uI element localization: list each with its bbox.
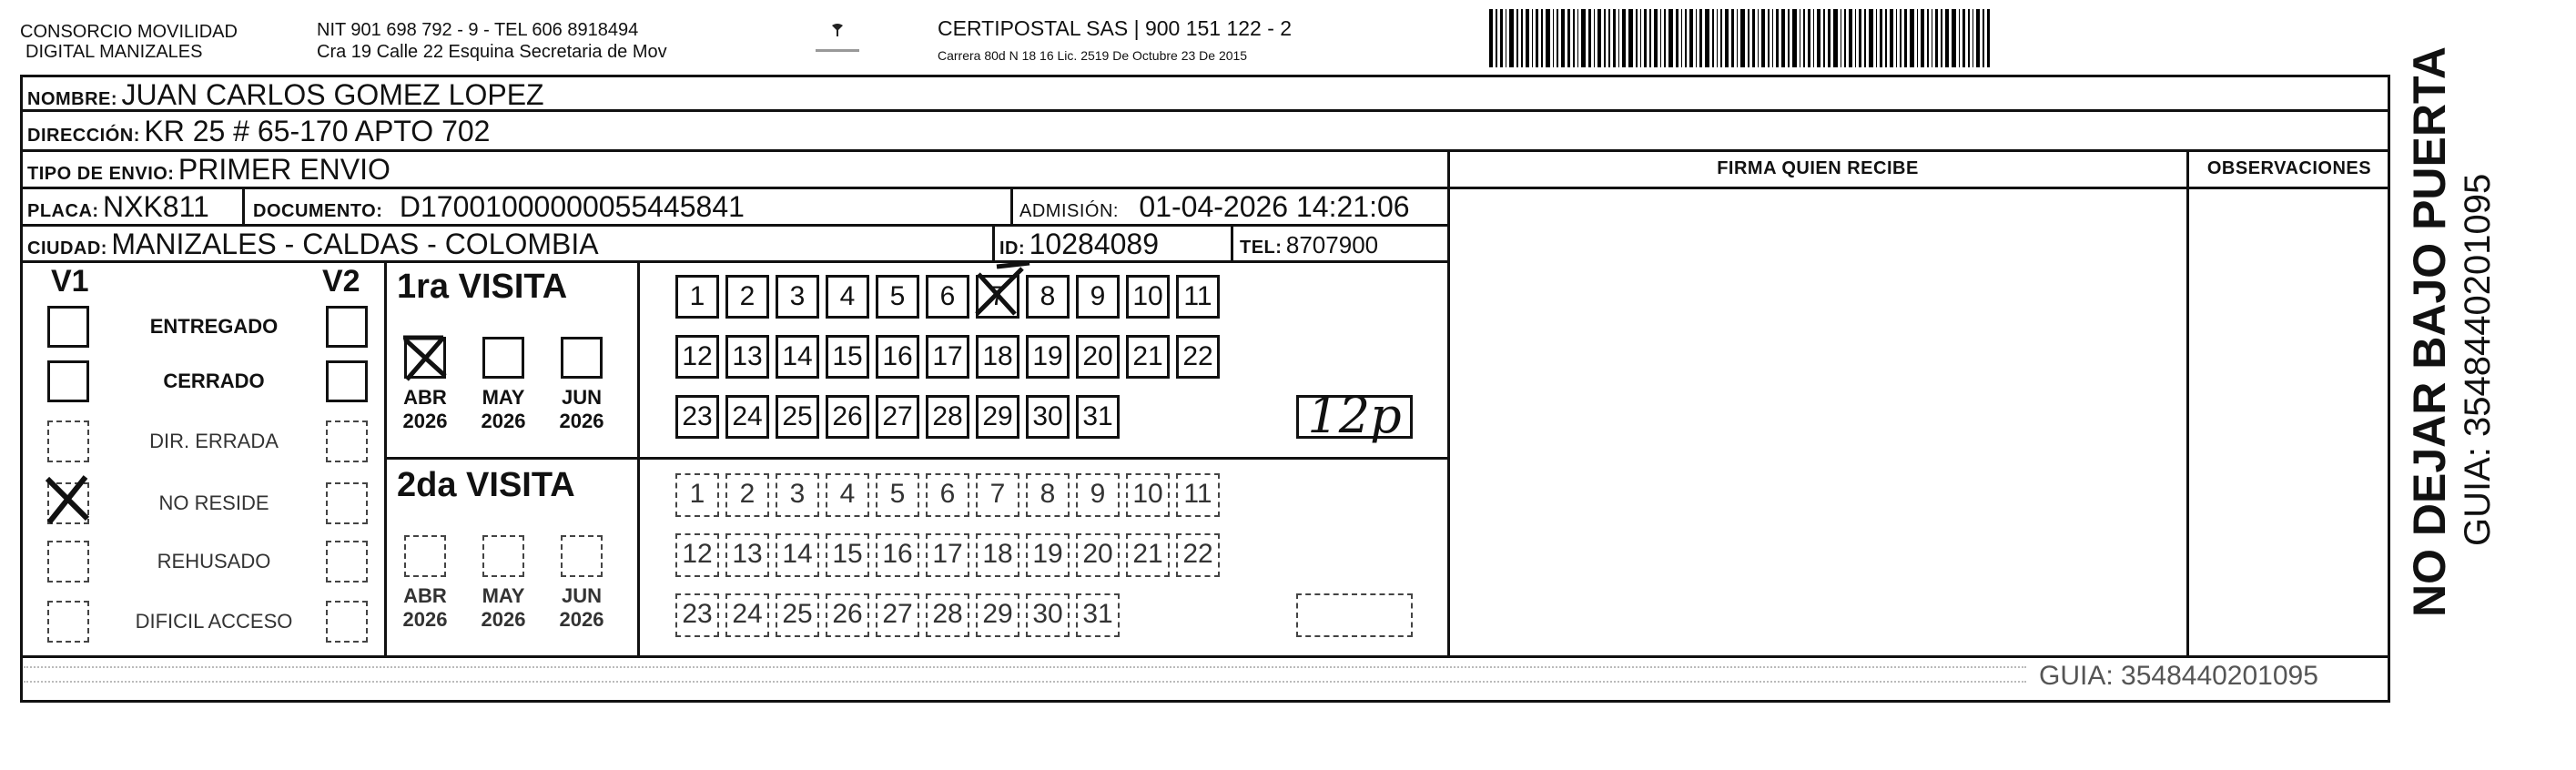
direccion-value: KR 25 # 65-170 APTO 702 — [144, 115, 491, 147]
v2-checkbox[interactable] — [326, 601, 368, 643]
day-box[interactable]: 10 — [1126, 473, 1170, 517]
day-box[interactable]: 3 — [776, 473, 819, 517]
v2-checkbox[interactable] — [326, 420, 368, 462]
status-label: ENTREGADO — [149, 315, 279, 338]
nombre-label: NOMBRE: — [27, 89, 118, 109]
ciudad-field — [27, 228, 599, 261]
v2-checkbox[interactable] — [326, 482, 368, 524]
day-box[interactable]: 1 — [675, 473, 719, 517]
day-box[interactable]: 27 — [876, 395, 919, 439]
day-box[interactable]: 29 — [976, 395, 1019, 439]
day-box[interactable]: 22 — [1176, 335, 1220, 379]
status-label: NO RESIDE — [158, 491, 269, 514]
day-box[interactable]: 18 — [976, 533, 1019, 577]
ciudad-label: CIUDAD: — [27, 238, 107, 258]
day-box[interactable]: 9 — [1076, 473, 1120, 517]
v2-checkbox[interactable] — [326, 541, 368, 583]
v1-checkbox[interactable] — [47, 306, 89, 348]
rule — [20, 655, 2390, 658]
rule — [20, 149, 2390, 152]
day-box[interactable]: 25 — [776, 593, 819, 637]
day-box[interactable]: 2 — [725, 275, 769, 319]
day-box[interactable]: 5 — [876, 275, 919, 319]
barcode — [1489, 9, 2205, 67]
day-box[interactable]: 22 — [1176, 533, 1220, 577]
day-box[interactable]: 7 — [976, 275, 1019, 319]
placa-value: NXK811 — [103, 190, 209, 223]
tipo-envio-label: TIPO DE ENVIO: — [27, 164, 175, 184]
rule — [20, 187, 1449, 189]
day-box[interactable]: 24 — [725, 395, 769, 439]
day-box[interactable]: 17 — [926, 533, 969, 577]
tel-label: TEL: — [1240, 238, 1283, 258]
footer-guia: GUIA: 3548440201095 — [2039, 661, 2318, 691]
day-box[interactable]: 4 — [826, 275, 869, 319]
handwritten-time-box — [1296, 593, 1413, 637]
month-label: MAY 2026 — [481, 584, 526, 631]
month-checkbox[interactable] — [561, 535, 603, 577]
visit-title: 2da VISITA — [397, 466, 575, 504]
handwritten-time-box: 12p — [1296, 395, 1413, 439]
company-name-line2: DIGITAL MANIZALES — [25, 42, 203, 62]
day-box[interactable]: 16 — [876, 533, 919, 577]
day-box[interactable]: 28 — [926, 395, 969, 439]
day-box[interactable]: 14 — [776, 533, 819, 577]
side-warning: NO DEJAR BAJO PUERTA — [2404, 46, 2455, 617]
rule — [242, 187, 245, 224]
v1-checkbox[interactable] — [47, 420, 89, 462]
rule — [20, 224, 1449, 227]
day-box[interactable]: 31 — [1076, 593, 1120, 637]
v1-checkbox[interactable] — [47, 601, 89, 643]
nombre-value: JUAN CARLOS GOMEZ LOPEZ — [121, 78, 544, 111]
day-box[interactable]: 16 — [876, 335, 919, 379]
id-field — [999, 228, 1159, 261]
placa-label: PLACA: — [27, 201, 99, 221]
month-checkbox[interactable] — [482, 535, 524, 577]
day-box[interactable]: 9 — [1076, 275, 1120, 319]
day-box[interactable]: 31 — [1076, 395, 1120, 439]
v2-checkbox[interactable] — [326, 360, 368, 402]
day-box[interactable]: 19 — [1026, 335, 1070, 379]
day-box[interactable]: 23 — [675, 593, 719, 637]
day-box[interactable]: 24 — [725, 593, 769, 637]
day-box[interactable]: 20 — [1076, 533, 1120, 577]
day-box[interactable]: 14 — [776, 335, 819, 379]
month-label: MAY 2026 — [481, 386, 526, 432]
company-nit: NIT 901 698 792 - 9 - TEL 606 8918494 — [317, 20, 639, 40]
rule — [2186, 149, 2189, 655]
admision-field — [1019, 190, 1410, 224]
tipo-envio-value: PRIMER ENVIO — [177, 153, 390, 186]
ciudad-value: MANIZALES - CALDAS - COLOMBIA — [111, 228, 599, 260]
month-label: ABR 2026 — [402, 386, 448, 432]
day-box[interactable]: 5 — [876, 473, 919, 517]
rule — [992, 224, 995, 260]
rule — [1447, 149, 1450, 655]
day-box[interactable]: 30 — [1026, 395, 1070, 439]
day-box[interactable]: 3 — [776, 275, 819, 319]
documento-field — [253, 190, 745, 224]
day-box[interactable]: 2 — [725, 473, 769, 517]
month-checkbox[interactable] — [482, 337, 524, 379]
courier-license: Carrera 80d N 18 16 Lic. 2519 De Octubre 23 De 2015 — [938, 48, 1248, 63]
day-box[interactable]: 12 — [675, 335, 719, 379]
day-box[interactable]: 11 — [1176, 275, 1220, 319]
v2-header: V2 — [322, 264, 360, 299]
day-box[interactable]: 19 — [1026, 533, 1070, 577]
tel-value: 8707900 — [1285, 231, 1379, 258]
day-box[interactable]: 8 — [1026, 473, 1070, 517]
status-label: DIFICIL ACCESO — [135, 610, 293, 633]
day-box[interactable]: 4 — [826, 473, 869, 517]
day-box[interactable]: 15 — [826, 335, 869, 379]
company-address: Cra 19 Calle 22 Esquina Secretaria de Mov — [317, 42, 667, 62]
month-label: JUN 2026 — [559, 584, 604, 631]
firma-header: FIRMA QUIEN RECIBE — [1717, 158, 1919, 178]
tipo-envio-field — [27, 153, 390, 187]
day-box[interactable]: 21 — [1126, 335, 1170, 379]
day-box[interactable]: 21 — [1126, 533, 1170, 577]
admision-label: ADMISIÓN: — [1019, 201, 1119, 221]
day-box[interactable]: 7 — [976, 473, 1019, 517]
day-box[interactable]: 6 — [926, 275, 969, 319]
day-box[interactable]: 26 — [826, 593, 869, 637]
side-guia: GUIA: 3548440201095 — [2458, 173, 2498, 546]
courier-name: CERTIPOSTAL SAS | 900 151 122 - 2 — [938, 16, 1293, 40]
direccion-label: DIRECCIÓN: — [27, 126, 140, 146]
visit-title: 1ra VISITA — [397, 268, 568, 306]
day-box[interactable]: 6 — [926, 473, 969, 517]
observaciones-header: OBSERVACIONES — [2206, 158, 2372, 178]
company-name-line1: CONSORCIO MOVILIDAD — [20, 22, 238, 42]
status-label: REHUSADO — [157, 550, 271, 572]
rule — [1231, 224, 1233, 260]
day-box[interactable]: 23 — [675, 395, 719, 439]
day-box[interactable]: 29 — [976, 593, 1019, 637]
day-box[interactable]: 27 — [876, 593, 919, 637]
day-box[interactable]: 25 — [776, 395, 819, 439]
day-box[interactable]: 26 — [826, 395, 869, 439]
day-box[interactable]: 28 — [926, 593, 969, 637]
day-box[interactable]: 15 — [826, 533, 869, 577]
courier-logo-icon — [810, 22, 865, 58]
v1-checkbox[interactable] — [47, 360, 89, 402]
v1-checkbox[interactable] — [47, 482, 89, 524]
id-value: 10284089 — [1029, 228, 1159, 260]
v2-checkbox[interactable] — [326, 306, 368, 348]
day-box[interactable]: 12 — [675, 533, 719, 577]
direccion-field — [27, 115, 490, 148]
month-checkbox[interactable] — [404, 535, 446, 577]
day-box[interactable]: 17 — [926, 335, 969, 379]
day-box[interactable]: 11 — [1176, 473, 1220, 517]
rule — [384, 457, 1447, 460]
documento-value: D17001000000055445841 — [399, 190, 745, 223]
day-box[interactable]: 18 — [976, 335, 1019, 379]
status-label: CERRADO — [163, 370, 265, 392]
id-label: ID: — [999, 238, 1026, 258]
status-label: DIR. ERRADA — [149, 430, 279, 452]
month-label: JUN 2026 — [559, 386, 604, 432]
footer-legal-text — [24, 659, 2026, 695]
day-box[interactable]: 8 — [1026, 275, 1070, 319]
nombre-field — [27, 78, 544, 112]
v1-checkbox[interactable] — [47, 541, 89, 583]
day-box[interactable]: 10 — [1126, 275, 1170, 319]
day-box[interactable]: 1 — [675, 275, 719, 319]
day-box[interactable]: 30 — [1026, 593, 1070, 637]
day-box[interactable]: 13 — [725, 533, 769, 577]
month-label: ABR 2026 — [402, 584, 448, 631]
day-box[interactable]: 20 — [1076, 335, 1120, 379]
documento-label: DOCUMENTO: — [253, 201, 383, 221]
month-checkbox[interactable] — [404, 337, 446, 379]
placa-field — [27, 190, 209, 224]
rule — [1447, 187, 2390, 189]
v1-header: V1 — [51, 264, 89, 299]
tel-field — [1240, 231, 1378, 259]
month-checkbox[interactable] — [561, 337, 603, 379]
rule — [1010, 187, 1013, 224]
day-box[interactable]: 13 — [725, 335, 769, 379]
admision-value: 01-04-2026 14:21:06 — [1139, 190, 1410, 223]
